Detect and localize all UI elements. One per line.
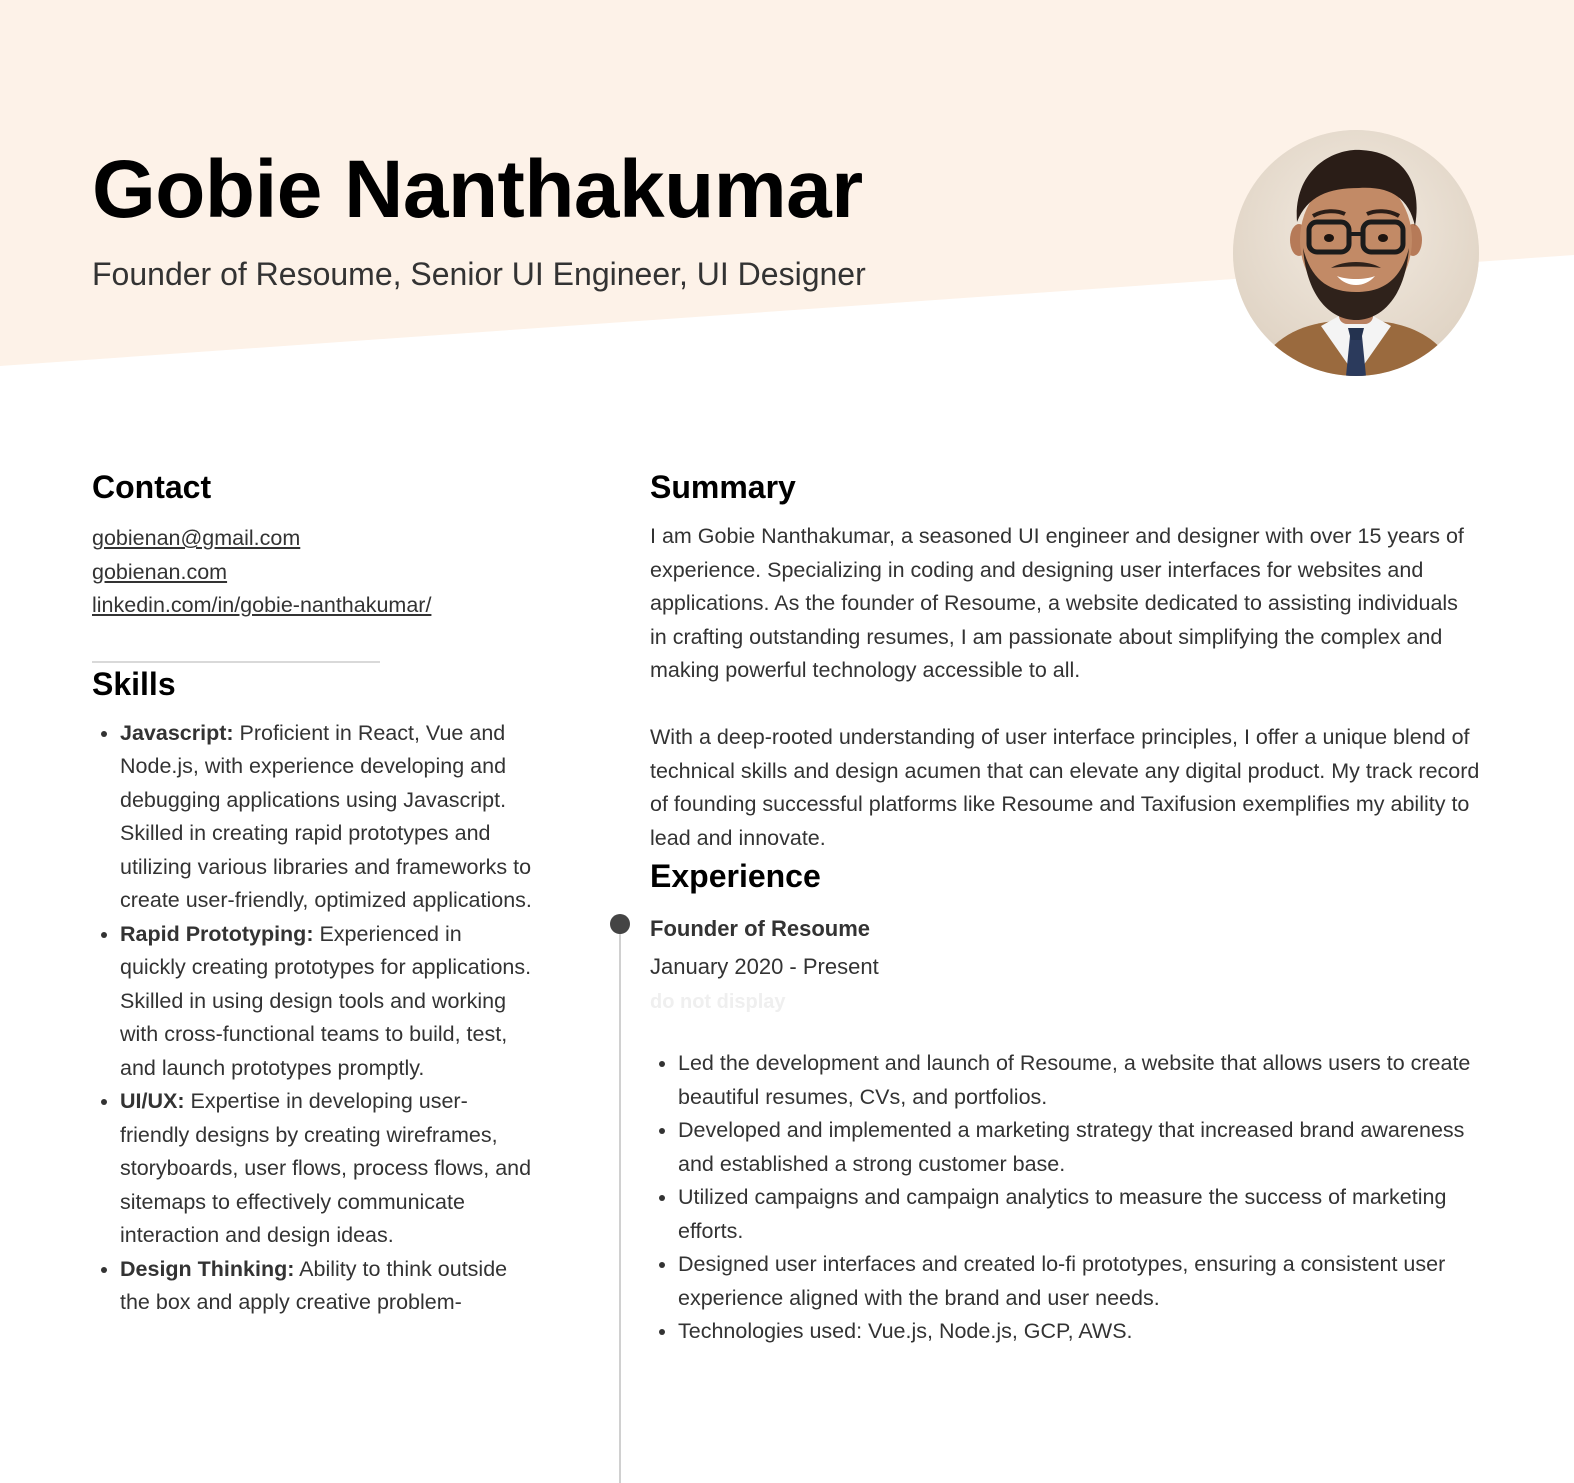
skill-item [120, 918, 532, 1086]
job-bullet: • Utilized campaigns and campaign analytics to measure the success of marketing efforts. [678, 1181, 1480, 1248]
skill-item [120, 717, 532, 918]
job-bullet: • Technologies used: Vue.js, Node.js, GCP, AWS. [678, 1315, 1480, 1349]
skills-heading: Skills [92, 665, 176, 702]
resume-name: Gobie Nanthakumar [92, 144, 863, 235]
job-bullet: • Led the development and launch of Resoume, a website that allows users to create beautiful resumes, CVs, and portfolios. [678, 1047, 1480, 1114]
job-hidden-note: do not display [650, 991, 786, 1013]
contact-heading: Contact [92, 469, 212, 505]
skill-description: Expertise in developing user-friendly designs by creating wireframes, storyboards, user flows, process flows, and sitemaps to effectively communicate interaction and design ideas. [120, 1089, 532, 1247]
skill-item [120, 1085, 532, 1253]
summary-paragraph: With a deep-rooted understanding of user interface principles, I offer a unique blend of technical skills and design acumen that can elevate any digital product. My track record of founding successful platforms like Resoume and Taxifusion exemplifies my ability to lead and innovate. [650, 725, 1480, 850]
skill-name: UI/UX: [120, 1089, 185, 1113]
job-title: Founder of Resoume [650, 916, 871, 941]
website-link[interactable]: gobienan.com [92, 559, 228, 584]
contact-list [92, 522, 532, 623]
job-dates: January 2020 - Present [650, 954, 879, 979]
skills-list [92, 717, 532, 1320]
experience-heading: Experience [650, 858, 821, 894]
timeline-dot [610, 914, 630, 934]
linkedin-link[interactable]: linkedin.com/in/gobie-nanthakumar/ [92, 593, 432, 617]
skill-name: Design Thinking: [120, 1256, 295, 1281]
skill-name: Rapid Prototyping: [120, 921, 314, 946]
experience-timeline [650, 915, 1480, 1349]
job-bullet: • Developed and implemented a marketing strategy that increased brand awareness and established a strong customer base. [678, 1114, 1480, 1181]
timeline-line [619, 923, 621, 1483]
skill-description: Proficient in React, Vue and Node.js, with experience developing and debugging applications using Javascript. Skilled in creating rapid prototypes and utilizing various libraries and frameworks to create user-friendly, optimized applications. [120, 720, 532, 912]
job-bullets [650, 1047, 1480, 1349]
summary-paragraph: I am Gobie Nanthakumar, a seasoned UI engineer and designer with over 15 years of experience. Specializing in coding and designing user interfaces for websites and applications. As the founder of Resoume, a website dedicated to assisting individuals in crafting outstanding resumes, I am passionate about simplifying the complex and making powerful technology accessible to all. [650, 524, 1464, 682]
resume-tagline: Founder of Resoume, Senior UI Engineer, UI Designer [92, 256, 866, 292]
avatar [1233, 130, 1479, 376]
portrait-photo [1233, 130, 1479, 376]
left-column [92, 466, 532, 1320]
skill-description: Experienced in quickly creating prototypes for applications. Skilled in using design tools and working with cross-functional teams to build, test, and launch prototypes promptly. [120, 921, 532, 1080]
summary-body [650, 520, 1480, 855]
skill-name: Javascript: [120, 720, 234, 745]
skill-description: Ability to think outside the box and apply creative problem- [120, 1256, 508, 1314]
summary-heading: Summary [650, 469, 796, 505]
email-link[interactable]: gobienan@gmail.com [92, 526, 301, 550]
skill-item [120, 1253, 532, 1320]
job-bullet: • Designed user interfaces and created lo-fi prototypes, ensuring a consistent user experience aligned with the brand and user needs. [678, 1248, 1480, 1315]
right-column [650, 466, 1480, 1349]
